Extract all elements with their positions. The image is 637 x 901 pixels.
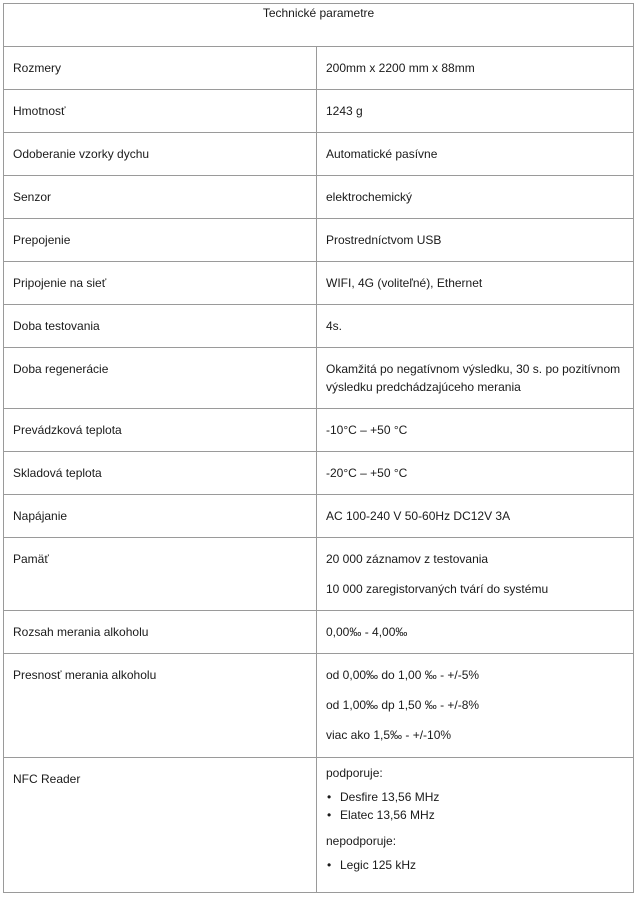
param-label: Prevádzková teplota <box>4 409 317 452</box>
param-label: Napájanie <box>4 495 317 538</box>
table-row <box>4 305 634 348</box>
table-row <box>4 262 634 305</box>
param-label: Senzor <box>4 176 317 219</box>
param-value: WIFI, 4G (voliteľné), Ethernet <box>317 262 634 305</box>
param-value: -20°C – +50 °C <box>317 452 634 495</box>
param-value: 1243 g <box>317 90 634 133</box>
nfc-supported-list <box>326 788 624 824</box>
param-label: Doba regenerácie <box>4 348 317 409</box>
nfc-unsupported-list <box>326 856 624 874</box>
table-row <box>4 133 634 176</box>
value-line: od 1,00‰ dp 1,50 ‰ - +/-8% <box>326 698 480 712</box>
table-row <box>4 47 634 90</box>
table-row <box>4 348 634 409</box>
param-value: Automatické pasívne <box>317 133 634 176</box>
param-label: Rozmery <box>4 47 317 90</box>
table-row <box>4 176 634 219</box>
table-row <box>4 611 634 654</box>
list-item: • Legic 125 kHz <box>340 856 624 874</box>
param-label: Prepojenie <box>4 219 317 262</box>
param-value: -10°C – +50 °C <box>317 409 634 452</box>
table-row <box>4 758 634 893</box>
param-label: NFC Reader <box>4 758 317 893</box>
table-header-row <box>4 4 634 47</box>
param-value: 0,00‰ - 4,00‰ <box>317 611 634 654</box>
param-value <box>317 538 634 611</box>
nfc-supported-label: podporuje: <box>326 766 383 780</box>
technical-parameters-table <box>3 3 634 893</box>
param-value: Okamžitá po negatívnom výsledku, 30 s. po pozitívnom výsledku predchádzajúceho merania <box>317 348 634 409</box>
param-label: Doba testovania <box>4 305 317 348</box>
param-value: AC 100-240 V 50-60Hz DC12V 3A <box>317 495 634 538</box>
table-row <box>4 538 634 611</box>
param-label: Rozsah merania alkoholu <box>4 611 317 654</box>
param-value <box>317 654 634 758</box>
param-label: Pripojenie na sieť <box>4 262 317 305</box>
table-row <box>4 409 634 452</box>
list-item: • Elatec 13,56 MHz <box>340 806 624 824</box>
param-value: 200mm x 2200 mm x 88mm <box>317 47 634 90</box>
table-row <box>4 452 634 495</box>
param-label: Pamäť <box>4 538 317 611</box>
table-row <box>4 90 634 133</box>
table-row <box>4 219 634 262</box>
param-label: Skladová teplota <box>4 452 317 495</box>
param-value <box>317 758 634 893</box>
param-value: elektrochemický <box>317 176 634 219</box>
list-item: • Desfire 13,56 MHz <box>340 788 624 806</box>
table-title: Technické parametre <box>4 4 634 47</box>
nfc-unsupported-label: nepodporuje: <box>326 834 397 848</box>
table-row <box>4 495 634 538</box>
value-line: od 0,00‰ do 1,00 ‰ - +/-5% <box>326 668 480 682</box>
param-label: Hmotnosť <box>4 90 317 133</box>
param-label: Presnosť merania alkoholu <box>4 654 317 758</box>
param-value: Prostredníctvom USB <box>317 219 634 262</box>
param-value: 4s. <box>317 305 634 348</box>
value-line: 10 000 zaregistorvaných tvárí do systému <box>326 582 549 596</box>
param-label: Odoberanie vzorky dychu <box>4 133 317 176</box>
table-row <box>4 654 634 758</box>
value-line: 20 000 záznamov z testovania <box>326 552 489 566</box>
value-line: viac ako 1,5‰ - +/-10% <box>326 728 452 742</box>
